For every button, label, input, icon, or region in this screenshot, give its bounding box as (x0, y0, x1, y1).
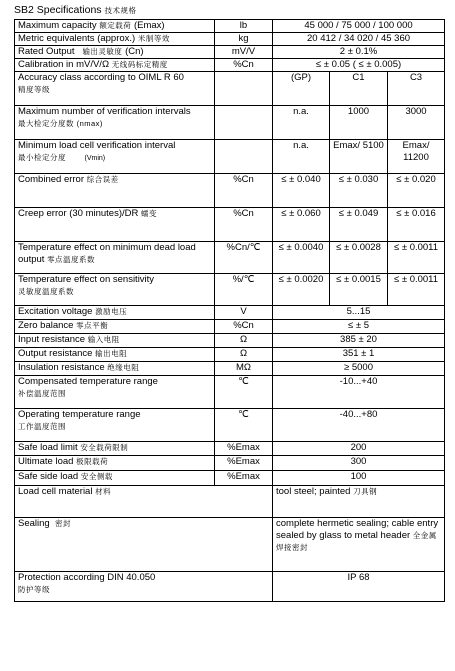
table-row (15, 106, 445, 140)
table-row (15, 456, 445, 471)
param-cell: Rated Output 输出灵敏度 (Cn) (15, 46, 215, 59)
table-row (15, 320, 445, 334)
value-cell: 351 ± 1 (273, 348, 445, 362)
table-row (15, 33, 445, 46)
gp-cell: ≤ ± 0.060 (273, 208, 330, 242)
table-row (15, 59, 445, 72)
value-cell: 5...15 (273, 306, 445, 320)
param-cell: Calibration in mV/V/Ω 无线码标定精度 (15, 59, 215, 72)
table-row (15, 72, 445, 106)
c1-cell: ≤ ± 0.0028 (330, 242, 388, 274)
unit-cell (215, 106, 273, 140)
param-cell: Temperature effect on sensitivity 灵敏度温度系数 (15, 274, 215, 306)
gp-cell: n.a. (273, 106, 330, 140)
unit-cell: V (215, 306, 273, 320)
unit-cell: kg (215, 33, 273, 46)
c3-cell: ≤ ± 0.0011 (388, 274, 445, 306)
title-zh: 技术规格 (104, 6, 137, 15)
gp-cell: (GP) (273, 72, 330, 106)
unit-cell: ℃ (215, 376, 273, 409)
param-cell: Accuracy class according to OIML R 60 精度等级 (15, 72, 215, 106)
param-cell: Compensated temperature range 补偿温度范围 (15, 376, 215, 409)
unit-cell: %Cn (215, 174, 273, 208)
value-cell: 45 000 / 75 000 / 100 000 (273, 20, 445, 33)
c1-cell: ≤ ± 0.030 (330, 174, 388, 208)
page-title (14, 4, 136, 16)
param-cell: Insulation resistance 绝缘电阻 (15, 362, 215, 376)
table-row (15, 409, 445, 442)
param-cell: Minimum load cell verification interval 最小检定分度 (Vmin) (15, 140, 215, 174)
param-cell: Safe side load 安全侧载 (15, 471, 215, 486)
param-cell: Protection according DIN 40.050 防护等级 (15, 572, 273, 602)
param-cell: Input resistance 输入电阻 (15, 334, 215, 348)
table-row (15, 20, 445, 33)
c1-cell: Emax/ 5100 (330, 140, 388, 174)
c1-cell: C1 (330, 72, 388, 106)
c3-cell: C3 (388, 72, 445, 106)
gp-cell: ≤ ± 0.040 (273, 174, 330, 208)
table-row (15, 442, 445, 456)
c1-cell: 1000 (330, 106, 388, 140)
unit-cell: mV/V (215, 46, 273, 59)
c3-cell: ≤ ± 0.016 (388, 208, 445, 242)
unit-cell: %Emax (215, 471, 273, 486)
table-row (15, 471, 445, 486)
unit-cell: Ω (215, 334, 273, 348)
param-cell: Load cell material 材料 (15, 486, 273, 518)
param-cell: Temperature effect on minimum dead load output 零点温度系数 (15, 242, 215, 274)
value-cell: ≥ 5000 (273, 362, 445, 376)
table-row (15, 274, 445, 306)
param-cell: Combined error 综合误差 (15, 174, 215, 208)
param-cell: Operating temperature range 工作温度范围 (15, 409, 215, 442)
unit-cell: MΩ (215, 362, 273, 376)
unit-cell: ℃ (215, 409, 273, 442)
value-cell: ≤ ± 0.05 ( ≤ ± 0.005) (273, 59, 445, 72)
param-cell: Excitation voltage 激励电压 (15, 306, 215, 320)
unit-cell (215, 140, 273, 174)
table-row (15, 486, 445, 518)
param-cell: Metric equivalents (approx.) 米制等效 (15, 33, 215, 46)
value-cell: tool steel; painted 刀具钢 (273, 486, 445, 518)
gp-cell: ≤ ± 0.0040 (273, 242, 330, 274)
c3-cell: Emax/ 11200 (388, 140, 445, 174)
unit-cell: %/℃ (215, 274, 273, 306)
value-cell: IP 68 (273, 572, 445, 602)
c1-cell: ≤ ± 0.0015 (330, 274, 388, 306)
table-row (15, 348, 445, 362)
param-cell: Sealing 密封 (15, 518, 273, 572)
table-row (15, 376, 445, 409)
table-row (15, 46, 445, 59)
unit-cell: %Cn (215, 59, 273, 72)
table-row (15, 518, 445, 572)
value-cell: 200 (273, 442, 445, 456)
param-cell: Safe load limit 安全载荷限制 (15, 442, 215, 456)
value-cell: 2 ± 0.1% (273, 46, 445, 59)
specifications-table (14, 19, 445, 602)
table-row (15, 140, 445, 174)
unit-cell: %Cn (215, 208, 273, 242)
table-row (15, 334, 445, 348)
unit-cell: lb (215, 20, 273, 33)
value-cell: 20 412 / 34 020 / 45 360 (273, 33, 445, 46)
gp-cell: ≤ ± 0.0020 (273, 274, 330, 306)
value-cell: -40...+80 (273, 409, 445, 442)
value-cell: complete hermetic sealing; cable entry sealed by glass to metal header 全金属焊接密封 (273, 518, 445, 572)
unit-cell: %Emax (215, 442, 273, 456)
unit-cell: %Emax (215, 456, 273, 471)
param-cell: Output resistance 输出电阻 (15, 348, 215, 362)
param-cell: Zero balance 零点平衡 (15, 320, 215, 334)
param-cell: Maximum number of verification intervals 最大检定分度数 (nmax) (15, 106, 215, 140)
table-row (15, 174, 445, 208)
param-cell: Maximum capacity 额定载荷 (Emax) (15, 20, 215, 33)
value-cell: 385 ± 20 (273, 334, 445, 348)
unit-cell: %Cn (215, 320, 273, 334)
gp-cell: n.a. (273, 140, 330, 174)
unit-cell: Ω (215, 348, 273, 362)
table-row (15, 242, 445, 274)
value-cell: -10...+40 (273, 376, 445, 409)
unit-cell: %Cn/℃ (215, 242, 273, 274)
c3-cell: ≤ ± 0.0011 (388, 242, 445, 274)
table-row (15, 208, 445, 242)
param-cell: Ultimate load 极限载荷 (15, 456, 215, 471)
unit-cell (215, 72, 273, 106)
table-row (15, 306, 445, 320)
value-cell: 300 (273, 456, 445, 471)
table-row (15, 362, 445, 376)
value-cell: 100 (273, 471, 445, 486)
c1-cell: ≤ ± 0.049 (330, 208, 388, 242)
c3-cell: ≤ ± 0.020 (388, 174, 445, 208)
value-cell: ≤ ± 5 (273, 320, 445, 334)
table-row (15, 572, 445, 602)
c3-cell: 3000 (388, 106, 445, 140)
title-en: SB2 Specifications (14, 4, 102, 16)
param-cell: Creep error (30 minutes)/DR 蠕变 (15, 208, 215, 242)
